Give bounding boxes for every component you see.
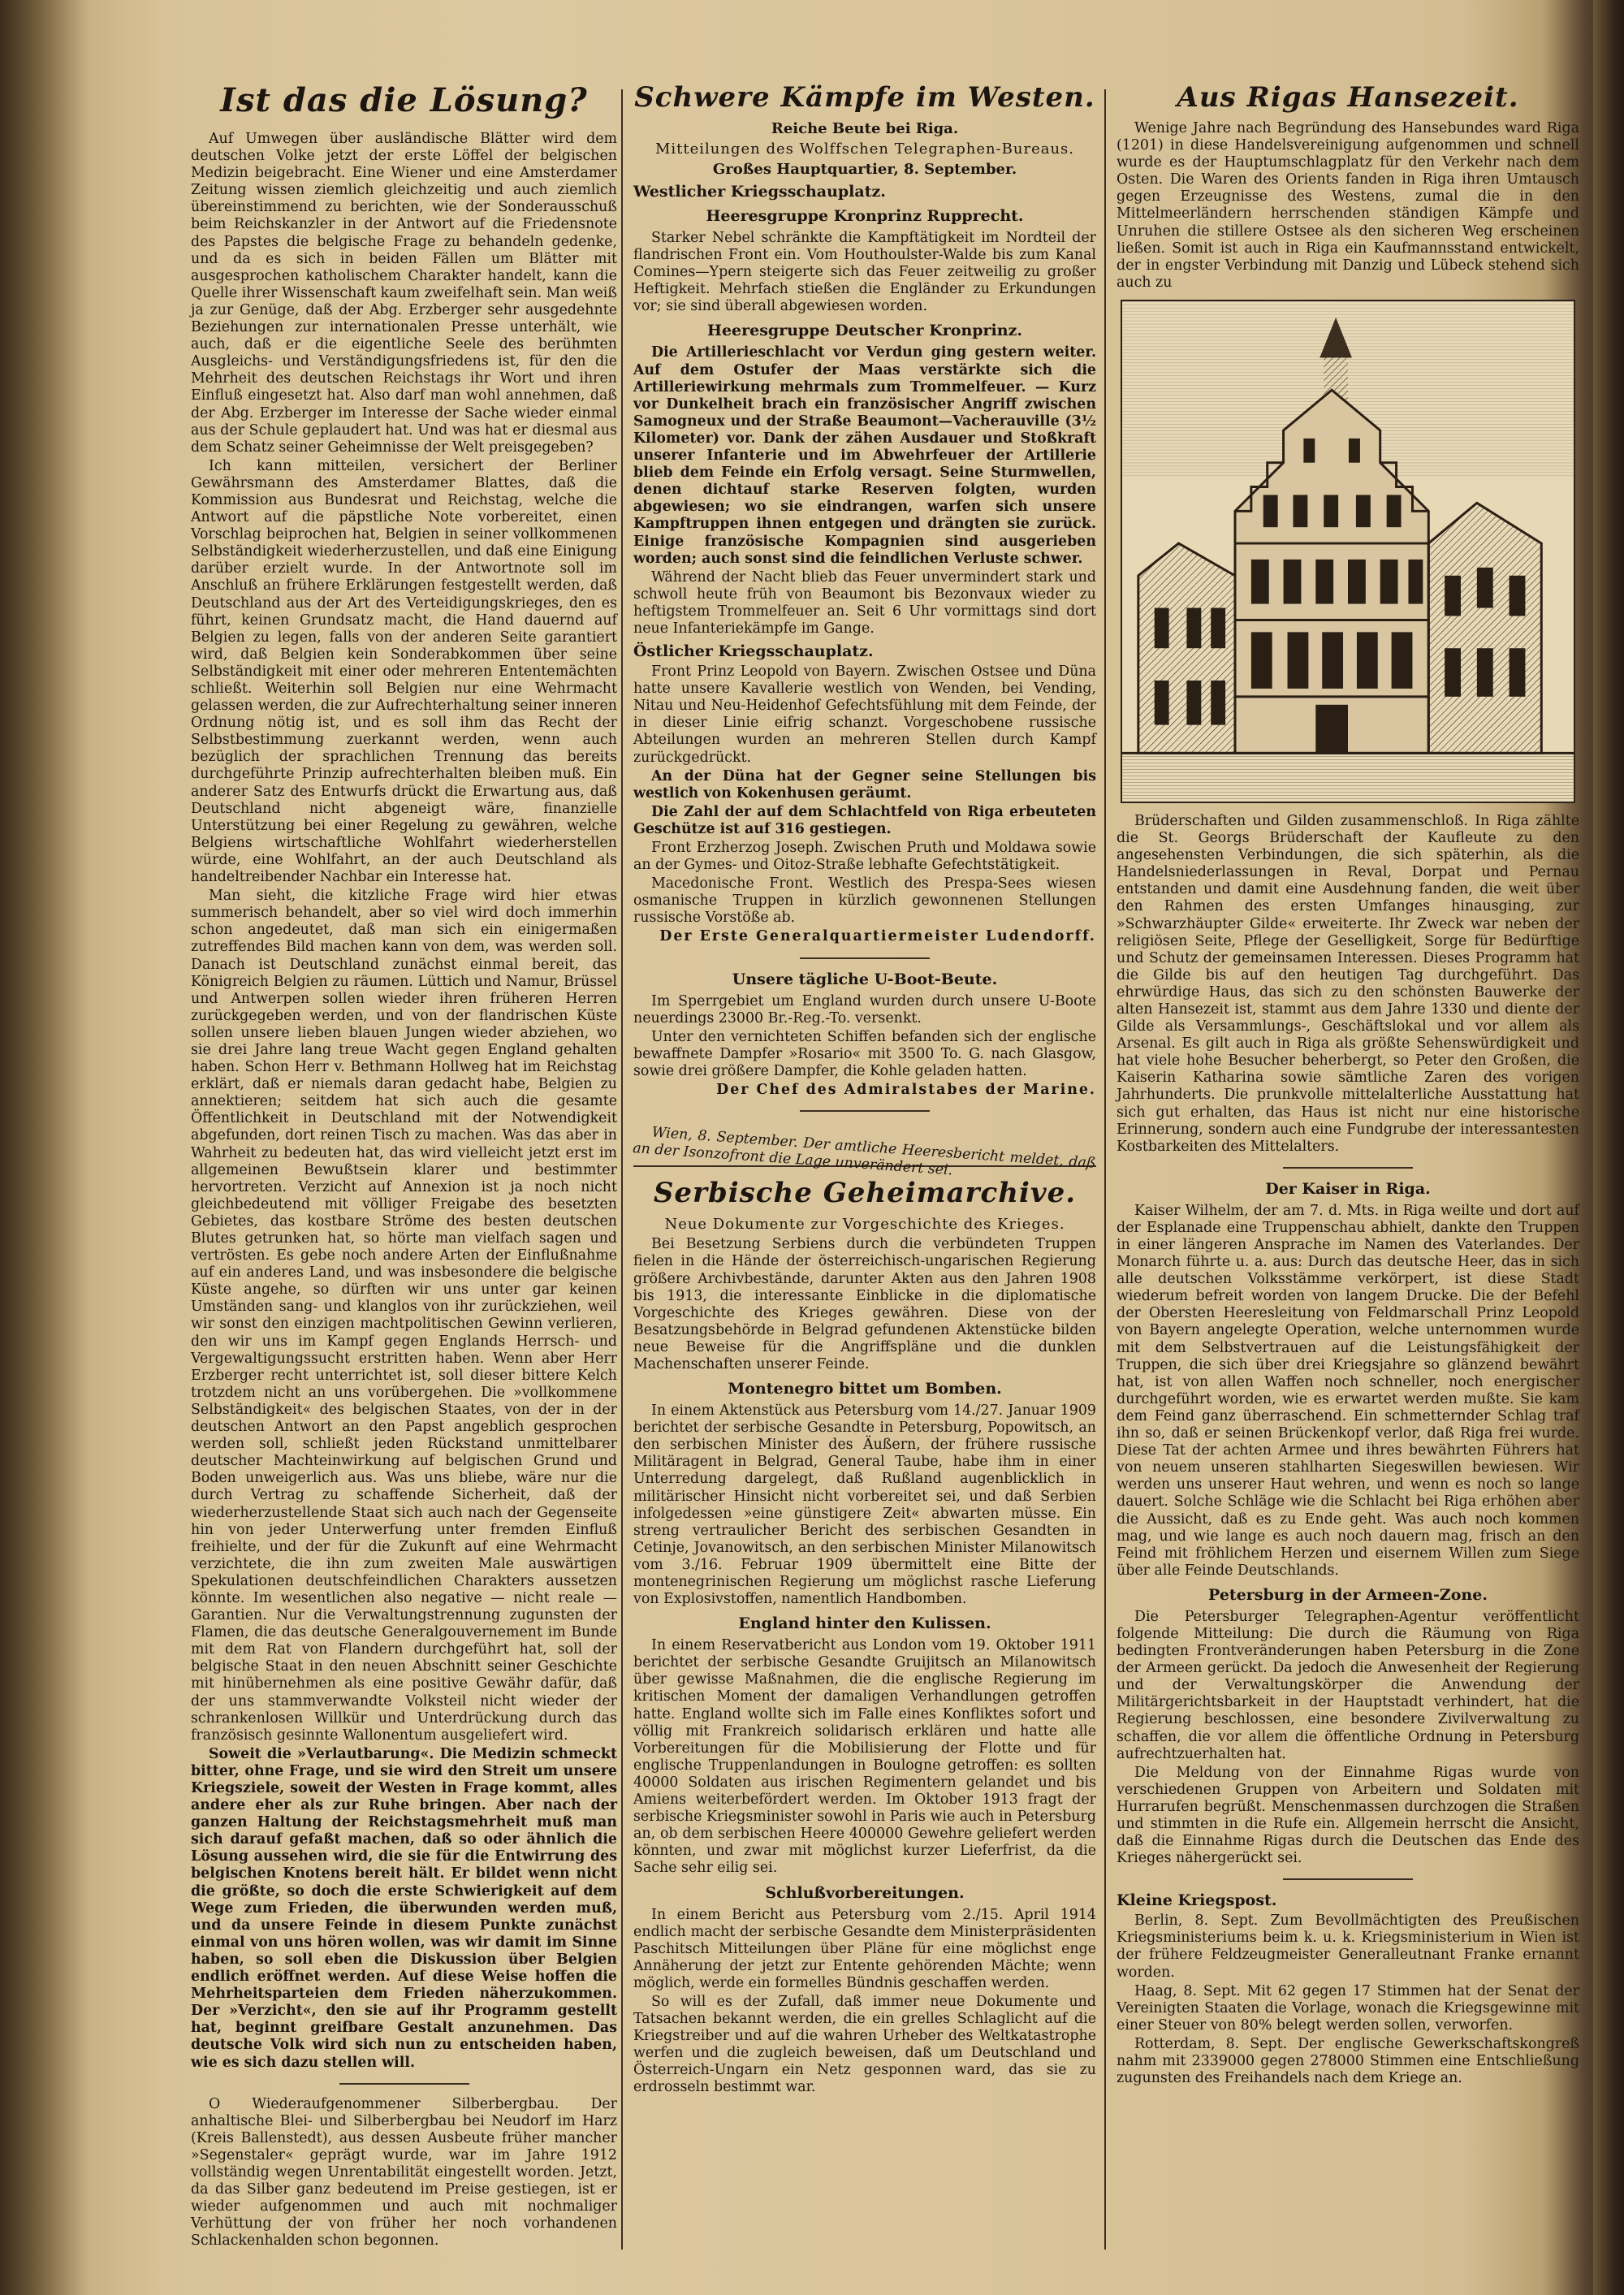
section-heading: Heeresgruppe Kronprinz Rupprecht.	[706, 207, 1024, 225]
column-rule	[1104, 89, 1106, 2250]
column-rule	[621, 89, 623, 2250]
article-paragraph: Während der Nacht blieb das Feuer unvermindert stark und schwoll heute früh von Beaumont bis Bezonvaux wieder zu heftigstem Trommelfeuer an. Seit 6 Uhr vormittags sind dort neue Infanteriekämpfe im Gange.	[633, 568, 1096, 637]
section-heading: Montenegro bittet um Bomben.	[728, 1380, 1002, 1398]
news-item: Berlin, 8. Sept. Zum Bevollmächtigten des Preußischen Kriegsministeriums beim k. u. k. Kriegsministerium in Wien ist der frühere Feldzeugmeister Generalleutnant Franke ernannt worden.	[1116, 1912, 1579, 1981]
subtitle: Mitteilungen des Wolffschen Telegraphen-Bureaus.	[654, 140, 1075, 158]
column-middle	[633, 81, 1096, 2098]
article-paragraph: Unter den vernichteten Schiffen befanden sich der englische bewaffnete Dampfer »Rosario« mit 3500 To. G. nach Glasgow, sowie drei größere Dampfer, die Kohle geladen hatten.	[633, 1028, 1096, 1079]
article-paragraph: Die Artillerieschlacht vor Verdun ging gestern weiter. Auf dem Ostufer der Maas verstärkte sich die Artilleriewirkung mehrmals zum Trommelfeuer. — Kurz vor Dunkelheit brach ein französischer Angriff zwischen Samogneux und der Straße Beaumont—Vacherauville (3½ Kilometer) vor. Dank der zähen Ausdauer und Stoßkraft unserer Infanterie und im Abwehrfeuer der Artillerie blieb dem Feinde ein Erfolg versagt. Seine Sturmwellen, denen dichtauf starke Reserven folgten, wurden abgewiesen; wo sie eindrangen, warfen sich unsere Kampftruppen ihnen entgegen und drängten sie zurück. Einige französische Kompagnien sind ausgerieben worden; auch sonst sind die feindlichen Verluste schwer.	[633, 344, 1096, 567]
news-item: Rotterdam, 8. Sept. Der englische Gewerkschaftskongreß nahm mit 2339000 gegen 278000 Stimmen eine Entschließung zugunsten des Freihandels nach dem Kriege an.	[1116, 2035, 1579, 2087]
section-heading: Heeresgruppe Deutscher Kronprinz.	[707, 322, 1022, 340]
column-right	[1116, 81, 1579, 2089]
article-paragraph: In einem Reservatbericht aus London vom 19. Oktober 1911 berichtet der serbische Gesandte Gruijitsch an Milanowitsch über gewisse Maßnahmen, die die englische Regierung im kritischen Moment der damaligen Verhandlungen getroffen hatte. England wollte sich im Falle eines Konfliktes sofort und völlig mit Frankreich solidarisch erklären und hatte alle Vorbereitungen für die Mobilisierung der Flotte und für englische Truppenlandungen in Boulogne getroffen: es sollten 40000 Soldaten aus irischen Regimentern gelandet und bis Amiens weiterbefördert werden. Im Oktober 1913 fragt der serbische Kriegsminister sowohl in Paris wie auch in Petersburg an, ob dem serbischen Heere 400000 Gewehre geliefert werden könnten, und zwar mit möglichst kurzer Lieferfrist, da die Sache sehr eilig sei.	[633, 1637, 1096, 1877]
news-item: Haag, 8. Sept. Mit 62 gegen 17 Stimmen hat der Senat der Vereinigten Staaten die Vorlage, wonach die Kriegsgewinne mit einer Steuer von 80% belegt werden sollen, verworfen.	[1116, 1982, 1579, 2034]
article-paragraph: Auf Umwegen über ausländische Blätter wird dem deutschen Volke jetzt der erste Löffel der belgischen Medizin beigebracht. Eine Wiener und eine Amsterdamer Zeitung wissen ziemlich gleichzeitig und auch ziemlich übereinstimmend zu berichten, wie der Sonderausschuß beim Reichskanzler in der Antwort auf die Friedensnote des Papstes die belgische Frage zu behandeln gedenke, und da es sich in beiden Fällen um Blätter mit ausgesprochen katholischem Charakter handelt, kann die Quelle ihrer Wissenschaft kaum zweifelhaft sein. Man weiß ja zur Genüge, daß der Abg. Erzberger sehr ausgedehnte Beziehungen zur internationalen Presse unterhält, wie auch, daß er die eigentliche Seele des berühmten Ausgleichs- und Verständigungsfriedens ist, für den die Mehrheit des deutschen Reichstags ihr Wort und ihren Einfluß eingesetzt hat. Also darf man wohl annehmen, daß der Abg. Erzberger im Interesse der Sache wieder einmal aus der Schule geplaudert hat. Und was hat er diesmal aus dem Schatz seiner Geheimnisse der Welt preisgegeben?	[191, 131, 617, 456]
article-paragraph: Ich kann mitteilen, versichert der Berliner Gewährsmann des Amsterdamer Blattes, daß die Kommission aus Bundesrat und Reichstag, welche die Antwort auf die päpstliche Note vorbereitet, einen Vorschlag beiprochen hat, Belgien in seiner vollkommenen Selbständigkeit wiederherzustellen, und daß eine Einigung darüber erzielt wurde. In der Antwortnote soll im Anschluß an frühere Erklärungen festgestellt werden, daß Deutschland aus der Art des Verteidigungskrieges, den es führt, keinen Grundsatz macht, die Hand dauernd auf Belgien zu legen, falls von der anderen Seite garantiert wird, daß Belgien kein Sonderabkommen über seine Selbständigkeit mit einer oder mehreren Ententemächten schließt. Weiterhin soll Belgien nur eine Wehrmacht gelassen werden, die zur Aufrechterhaltung seiner inneren Ordnung nötig ist, und es soll ihm das Recht der Selbstbestimmung zuerkannt werden, wenn auch bezüglich der sprachlichen Trennung das bereits durchgeführte Prinzip aufrechterhalten bleiben muß. Ein anderer Satz des Entwurfs drückt die Erwartung aus, daß Deutschland nicht abgeneigt wäre, finanzielle Unterstützung bei einer Regelung zu gewähren, welche Belgiens wirtschaftliche Wohlfahrt wiederherstellen würde, eine Wohlfahrt, an der auch Deutschland als handeltreibender Nachbar ein Interesse hat.	[191, 457, 617, 886]
signature: Der Erste Generalquartiermeister Ludendorff.	[659, 928, 1096, 945]
article-title: Serbische Geheimarchive.	[653, 1177, 1077, 1210]
article-paragraph: Starker Nebel schränkte die Kampftätigkeit im Nordteil der flandrischen Front ein. Vom Houthoulster-Walde bis zum Kanal Comines—Ypern steigerte sich das Feuer zeitweilig zu großer Heftigkeit. Mehrfach stießen die Engländer zu Erkundungen vor; sie sind überall abgewiesen worden.	[633, 230, 1096, 315]
article-paragraph: So will es der Zufall, daß immer neue Dokumente und Tatsachen bekannt werden, die ein grelles Schlaglicht auf die Kriegstreiber und auf die wahren Urheber des Weltkatastrophe werfen und die zugleich beweisen, daß um Deutschland und Österreich-Ungarn ein Netz gesponnen ward, das sie zu erdrosseln bestimmt war.	[633, 1993, 1096, 2096]
subtitle: Reiche Beute bei Riga.	[771, 120, 959, 137]
section-heading: Kleine Kriegspost.	[1116, 1891, 1277, 1910]
signature: Der Chef des Admiralstabes der Marine.	[716, 1082, 1096, 1099]
article-paragraph: Bei Besetzung Serbiens durch die verbündeten Truppen fielen in die Hände der österreichisch-ungarischen Regierung größere Archivbestände, darunter Akten aus den Jahren 1908 bis 1913, die interessante Einblicke in die diplomatische Vorgeschichte des Krieges gewähren. Diese von der Besatzungsbehörde in Belgrad gefundenen Aktenstücke bilden neue Beweise für die Angriffspläne und die dunklen Machenschaften unserer Feinde.	[633, 1236, 1096, 1372]
article-paragraph: Front Erzherzog Joseph. Zwischen Pruth und Moldawa sowie an der Gymes- und Oitoz-Straße lebhafte Gefechtstätigkeit.	[633, 840, 1096, 874]
article-paragraph: Die Meldung von der Einnahme Rigas wurde von verschiedenen Gruppen von Arbeitern und Soldaten mit Hurrarufen begrüßt. Menschenmassen durchzogen die Straßen und stimmten in die Rufe ein. Allgemein herrscht die Ansicht, daß die Einnahme Rigas durch die Deutschen das Ende des Krieges nähergerückt sei.	[1116, 1764, 1579, 1867]
article-paragraph: Front Prinz Leopold von Bayern. Zwischen Ostsee und Düna hatte unsere Kavallerie westlich von Wenden, bei Vending, Nitau und Neu-Heidenhof Gefechtsfühlung mit dem Feinde, der in dieser Linie eifrig schanzt. Vorgeschobene russische Abteilungen wurden an mehreren Stellen durch Kampf zurückgedrückt.	[633, 663, 1096, 766]
subtitle: Neue Dokumente zur Vorgeschichte des Krieges.	[664, 1216, 1065, 1234]
separator	[800, 1110, 930, 1112]
section-heading: England hinter den Kulissen.	[738, 1614, 991, 1633]
article-paragraph: Macedonische Front. Westlich des Prespa-Sees wiesen osmanische Truppen in kürzlich gewonnenen Stellungen russische Vorstöße ab.	[633, 875, 1096, 927]
separator	[1283, 1167, 1413, 1169]
news-item: Wien, 8. September. Der amtliche Heeresbericht meldet, daß an der Isonzofront die Lage unverändert sei.	[632, 1124, 1097, 1179]
page-edge	[1593, 0, 1616, 2295]
separator	[1283, 1878, 1413, 1880]
column-left	[191, 81, 617, 2251]
article-paragraph: In einem Aktenstück aus Petersburg vom 14./27. Januar 1909 berichtet der serbische Gesandte in Petersburg, Popowitsch, an den serbischen Minister des Äußern, der frühere russische Militäragent in Belgrad, General Taube, habe ihm in einer Unterredung dargelegt, daß Rußland augenblicklich in militärischer Hinsicht nicht vorbereitet sei, und daß Serbien infolgedessen »eine günstigere Zeit« abwarten müsse. Ein streng vertraulicher Bericht des serbischen Gesandten in Cetinje, Jovanowitsch, an den serbischen Minister Milanowitsch vom 3./16. Februar 1909 übermittelt eine Bitte der montenegrinischen Regierung um möglichst rasche Lieferung von Explosivstoffen, namentlich Handbomben.	[633, 1402, 1096, 1608]
section-heading: Schlußvorbereitungen.	[765, 1883, 965, 1902]
article-title: Aus Rigas Hansezeit.	[1177, 81, 1519, 114]
article-paragraph: Im Sperrgebiet um England wurden durch unsere U-Boote neuerdings 23000 Br.-Reg.-To. versenkt.	[633, 992, 1096, 1026]
section-heading: Östlicher Kriegsschauplatz.	[633, 642, 874, 661]
section-heading: Westlicher Kriegsschauplatz.	[633, 183, 886, 201]
article-paragraph: Die Zahl der auf dem Schlachtfeld von Riga erbeuteten Geschütze ist auf 316 gestiegen.	[633, 803, 1096, 837]
article-paragraph: An der Düna hat der Gegner seine Stellungen bis westlich von Kokenhusen geräumt.	[633, 767, 1096, 802]
article-paragraph: Wenige Jahre nach Begründung des Hansebundes ward Riga (1201) in diese Handelsvereinigung aufgenommen und schnell wurde es der Hauptumschlagplatz für den Verkehr nach dem Osten. Die Waren des Orients fanden in Riga ihren Umtausch gegen Erzeugnisse des Westens, zumal die in den Mittelmeerländern herrschenden ständigen Kämpfe und Unruhen die stillere Ostsee als den sicheren Weg erscheinen ließen. Somit ist auch in Riga ein Kaufmannsstand entwickelt, der in engster Verbindung mit Danzig und Lübeck stehend sich auch zu	[1116, 120, 1579, 291]
section-heading: Der Kaiser in Riga.	[1265, 1179, 1431, 1198]
separator	[800, 957, 930, 959]
news-item: O Wiederaufgenommener Silberbergbau. Der anhaltische Blei- und Silberbergbau bei Neudorf im Harz (Kreis Ballenstedt), aus dessen Ausbeute früher mancher »Segenstaler« geprägt wurde, war im Jahre 1912 vollständig wegen Unrentabilität eingestellt worden. Jetzt, da das Silber ganz bedeutend im Preise gestiegen, ist er wieder aufgenommen und auch mit nochmaliger Verhüttung der von früher her noch vorhandenen Schlackenhalden schon begonnen.	[191, 2095, 617, 2250]
section-heading: Unsere tägliche U-Boot-Beute.	[732, 970, 998, 988]
schwarzhaeupterhaus-engraving	[1121, 300, 1575, 803]
article-paragraph: Brüderschaften und Gilden zusammenschloß. In Riga zählte die St. Georgs Brüderschaft der Kaufleute zu den angesehensten Verbindungen, die sich späterhin, als die Handelsniederlassungen in Reval, Dorpat und Pernau entstanden und damit eine Ausdehnung fanden, die weit über den Rahmen des ersten Umfanges hinausging, zur »Schwarzhäupter Gilde« erweiterte. Ihr Zweck war neben der religiösen Seite, Pflege der Geselligkeit, Sorge für Bedürftige und Schutz der gemeinsamen Interessen. Dieses Programm hat die Gilde bis auf den heutigen Tag durchgeführt. Das ehrwürdige Haus, das sich zu den schönsten Bauwerke der alten Hansezeit ist, stammt aus dem Jahre 1330 und diente der Gilde als Versammlungs-, Geschäftslokal und vor allem als Arsenal. Es gilt auch in Riga als größte Sehenswürdigkeit und hat viele hohe Besucher beherbergt, so Peter den Großen, die Kaiserin Katharina sowie sämtliche Zaren des vorigen Jahrhunderts. Die prunkvolle mittelalterliche Ausstattung hat sich gut erhalten, das Haus ist nicht nur eine historische Erinnerung, sondern auch eine Fundgrube der interessantesten Kostbarkeiten des Mittelalters.	[1116, 812, 1579, 1155]
separator	[339, 2083, 469, 2085]
dateline: Großes Hauptquartier, 8. September.	[712, 161, 1017, 178]
article-paragraph: Soweit die »Verlautbarung«. Die Medizin schmeckt bitter, ohne Frage, und sie wird den Streit um unsere Kriegsziele, soweit der Westen in Frage kommt, alles andere eher als zur Ruhe bringen. Aber nach der ganzen Haltung der Reichstagsmehrheit muß man sich darauf gefaßt machen, daß so oder ähnlich die Lösung aussehen wird, die sie für die Entwirrung des belgischen Knotens bereit hält. Er bildet wenn nicht die größte, so doch die erste Schwierigkeit auf dem Wege zum Frieden, die überwunden werden muß, und da unsere Feinde in diesem Punkte zunächst einmal von uns hören wollen, was wir damit im Sinne haben, so soll eben die Diskussion über Belgien endlich eröffnet werden. Auf diese Weise hoffen die Mehrheitsparteien dem Frieden näherzukommen. Der »Verzicht«, den sie auf ihr Programm gestellt hat, beginnt greifbare Gestalt anzunehmen. Das deutsche Volk wird sich nun zu entscheiden haben, wie es sich dazu stellen will.	[191, 1745, 617, 2071]
section-heading: Petersburg in der Armeen-Zone.	[1208, 1585, 1488, 1604]
article-paragraph: Man sieht, die kitzliche Frage wird hier etwas summerisch behandelt, aber so viel wird doch immerhin schon angedeutet, daß man sich ein einigermaßen zutreffendes Bild machen kann von dem, was werden soll. Danach ist Deutschland zunächst einmal bereit, das Königreich Belgien zu räumen. Lüttich und Namur, Brüssel und Antwerpen sollen wieder ihren früheren Herren zurückgegeben werden, und von der flandrischen Küste sollen unsere lieben blauen Jungen wieder abziehen, wo sie drei Jahre lang treue Wacht gegen England gehalten haben. Schon Herr v. Bethmann Hollweg hat im Reichstag erklärt, daß er niemals daran gedacht habe, Belgien zu annektieren; seitdem hat sich auch die gesamte Öffentlichkeit in Deutschland mit der Notwendigkeit abgefunden, dort reinen Tisch zu machen. Was das aber in Wahrheit zu bedeuten hat, das wird vielleicht jetzt erst im allgemeinen Bewußtsein klarer und bestimmter hervortreten. Verzicht auf Annexion ist ja noch nicht gleichbedeutend mit völliger Freigabe des besetzten Gebietes, das kostbare Ströme des besten deutschen Blutes getrunken hat, so hörte man vielfach sagen und vertrösten. Es gebe noch andere Arten der Einflußnahme auf ein anderes Land, und was insbesondere die belgische Küste angehe, so dürften wir uns unter gar keinen Umständen sang- und klanglos von ihr zurückziehen, weil wir sonst den einzigen machtpolitischen Gewinn verlieren, den wir uns im Kampf gegen Englands Herrsch- und Vergewaltigungssucht erstritten haben. Wenn aber Herr Erzberger recht unterrichtet ist, soll dieser bittere Kelch trotzdem nicht an uns vorübergehen. Die »vollkommene Selbständigkeit« des belgischen Staates, von der in der deutschen Antwort an den Papst angeblich gesprochen werden soll, schließt jeden Rückstand unmittelbarer deutscher Machteinwirkung auf belgischen Grund und Boden unweigerlich aus. Was uns bliebe, wäre nur die durch Vertrag zu schaffende Sicherheit, daß der wiederherzustellende Staat sich auch nach der Gegenseite hin von jeder Unterwerfung unter fremden Einfluß freihielte, und der für die Zukunft auf eine Wehrmacht verzichtete, die ihn zum zweiten Male auswärtigen Spekulationen deutschfeindlichen Charakters aussetzen könnte. Im wesentlichen also negative — nicht reale — Garantien. Nur die Verwaltungstrennung zugunsten der Flamen, die das deutsche Generalgouvernement im Bunde mit dem Rat von Flandern durchgeführt hat, soll der belgische Staat in den neuen Abschnitt seiner Geschichte mit hinübernehmen als eine positive Gewähr dafür, daß der uns stammverwandte Volksteil nicht wieder der schrankenlosen Willkür und Unterdrückung durch das französisch gesinnte Wallonentum ausgeliefert wird.	[191, 888, 617, 1744]
article-paragraph: Die Petersburger Telegraphen-Agentur veröffentlicht folgende Mitteilung: Die durch die Räumung von Riga bedingten Frontveränderungen haben Petersburg in die Zone der Armeen gerückt. Da jedoch die Anwesenheit der Regierung und der Verwaltungskörper die Anwendung der Militärgerichtsbarkeit in der Hauptstadt verhindert, hat die Regierung beschlossen, eine besondere Zivilverwaltung zu schaffen, die vor allem die öffentliche Ordnung in Petersburg aufrechtzuerhalten hat.	[1116, 1608, 1579, 1762]
article-title: Ist das die Lösung?	[220, 81, 588, 119]
article-title: Schwere Kämpfe im Westen.	[634, 81, 1095, 114]
article-paragraph: Kaiser Wilhelm, der am 7. d. Mts. in Riga weilte und dort auf der Esplanade eine Truppenschau abhielt, dankte den Truppen in einer längeren Ansprache im Namen des Vaterlandes. Der Monarch führte u. a. aus: Durch das deutsche Heer, das in sich alle deutschen Volksstämme verkörpert, ist diese Stadt wiederum befreit worden von langem Drucke. Die der Befehl der Obersten Heeresleitung von Feldmarschall Prinz Leopold von Bayern angelegte Operation, welche unternommen wurde mit dem Selbstvertrauen auf die Leistungsfähigkeit der Truppen, die sich über drei Kriegsjahre so glänzend bewährt hat, ist von allen Waffen noch schneller, noch energischer durchgeführt worden, wie es erwartet werden mußte. Sie kam dem Feind ganz überraschend. Ein schmetternder Schlag traf ihn so, daß er seinen Brückenkopf verlor, daß Riga frei wurde. Diese Tat der achten Armee und ihres bewährten Führers hat von neuem unseren stahlharten Siegeswillen bewiesen. Wir werden uns unserer Haut wehren, und wenn es noch so lange dauert. Solche Schläge wie die Schlacht bei Riga erhöhen aber die Aussicht, daß es zu Ende geht. Was auch noch kommen mag, und wie lange es auch noch dauern mag, frisch an den Feind mit fröhlichem Herzen und eisernem Willen zum Siege über alle Feinde Deutschlands.	[1116, 1202, 1579, 1579]
article-paragraph: In einem Bericht aus Petersburg vom 2./15. April 1914 endlich macht der serbische Gesandte dem Ministerpräsidenten Paschitsch Mitteilungen über Pläne für eine möglichst enge Annäherung der jetzt zur Entente gehörenden Mächte; wenn möglich, werde ein formelles Bündnis geschaffen werden.	[633, 1906, 1096, 1991]
newspaper-page	[85, 32, 1592, 2282]
